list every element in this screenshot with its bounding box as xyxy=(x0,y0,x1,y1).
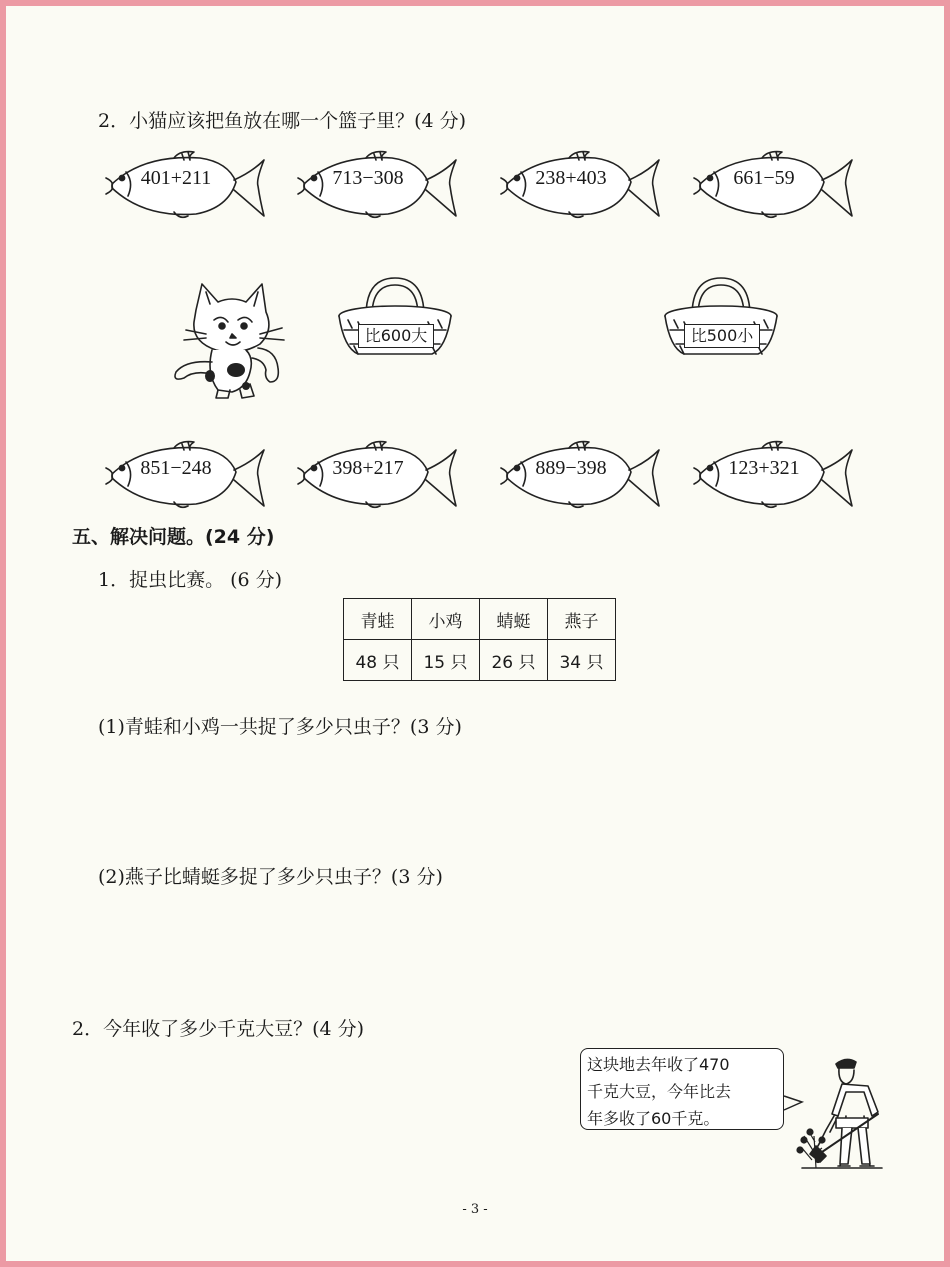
table-header-cell: 蜻蜓 xyxy=(480,599,548,640)
fish-expression: 238+403 xyxy=(535,167,607,189)
fish-card[interactable] xyxy=(692,148,857,222)
table-cell: 34 只 xyxy=(548,640,616,681)
sub-question-2: (2)燕子比蜻蜓多捉了多少只虫子？(3 分) xyxy=(98,866,443,888)
basket-greater-600[interactable] xyxy=(336,276,454,360)
fish-expression: 398+217 xyxy=(332,457,404,479)
speech-line: 年多收了60千克。 xyxy=(587,1109,720,1128)
sub-question-1: (1)青蛙和小鸡一共捉了多少只虫子？(3 分) xyxy=(98,716,462,738)
fish-expression: 713−308 xyxy=(332,167,404,189)
basket-label: 比500小 xyxy=(684,324,760,348)
fish-card[interactable] xyxy=(104,438,269,512)
table-header-cell: 小鸡 xyxy=(412,599,480,640)
fish-expression: 889−398 xyxy=(535,457,607,479)
table-row xyxy=(344,640,616,681)
table-cell: 26 只 xyxy=(480,640,548,681)
answer-area-3[interactable] xyxy=(72,1046,562,1186)
section-heading: 五、解决问题。(24 分) xyxy=(72,526,275,548)
table-header-row xyxy=(344,599,616,640)
fish-card[interactable] xyxy=(296,438,461,512)
basket-less-500[interactable] xyxy=(662,276,780,360)
speech-line: 这块地去年收了470 xyxy=(587,1055,730,1074)
answer-area-1[interactable] xyxy=(98,744,858,854)
fish-card[interactable] xyxy=(499,148,664,222)
fish-expression: 401+211 xyxy=(140,167,212,189)
bug-catching-table xyxy=(343,598,616,681)
fish-card[interactable] xyxy=(296,148,461,222)
table-header-cell: 燕子 xyxy=(548,599,616,640)
fish-card[interactable] xyxy=(692,438,857,512)
answer-area-2[interactable] xyxy=(98,894,858,1004)
question-title: 2．今年收了多少千克大豆？(4 分) xyxy=(72,1018,365,1040)
fish-expression: 123+321 xyxy=(728,457,800,479)
speech-bubble xyxy=(580,1048,784,1130)
fish-expression: 851−248 xyxy=(140,457,212,479)
table-cell: 48 只 xyxy=(344,640,412,681)
basket-label: 比600大 xyxy=(358,324,434,348)
question-title: 1．捉虫比赛。 (6 分) xyxy=(98,569,283,591)
table-header-cell: 青蛙 xyxy=(344,599,412,640)
fish-card[interactable] xyxy=(499,438,664,512)
farmer-illustration xyxy=(782,1056,898,1174)
fish-card[interactable] xyxy=(104,148,269,222)
page-number: - 3 - xyxy=(462,1202,488,1217)
cat-illustration xyxy=(166,278,290,400)
table-cell: 15 只 xyxy=(412,640,480,681)
fish-expression: 661−59 xyxy=(733,167,795,189)
question-title: 2．小猫应该把鱼放在哪一个篮子里？(4 分) xyxy=(98,110,467,132)
speech-line: 千克大豆，今年比去 xyxy=(587,1082,732,1101)
